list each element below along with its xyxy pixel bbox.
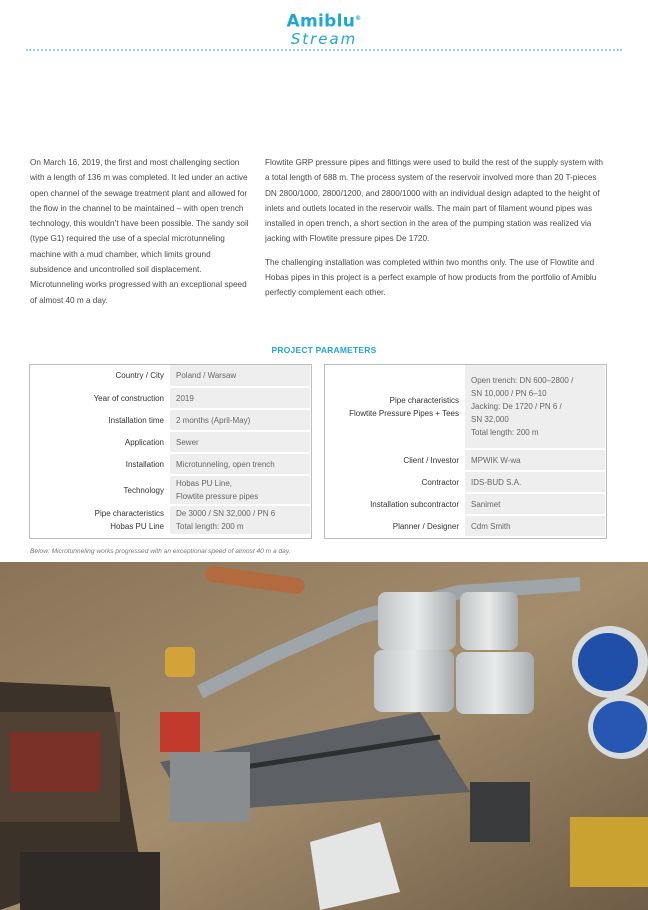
param-label: Technology (30, 475, 170, 505)
param-label: Planner / Designer (325, 515, 465, 537)
brand-name: Amiblu® (286, 11, 362, 32)
param-value: Cdm Smith (465, 515, 605, 537)
param-label: Client / Investor (325, 449, 465, 471)
paragraph: The challenging installation was completed within two months only. The use of Flowtite and Hobas pipes in this project is a perfect example of how products from the portfolio of Amiblu perfectly complement each other. (265, 257, 597, 298)
params-table-left (30, 365, 310, 536)
pipe-lining (593, 701, 647, 753)
brand-sub: Stream (290, 29, 358, 48)
crane-cab (160, 712, 200, 752)
table-row (30, 505, 310, 535)
table-row (325, 493, 605, 515)
param-value: Open trench: DN 600–2800 / SN 10,000 / PN 6–10 Jacking: De 1720 / PN 6 / SN 32,000 Total length: 200 m (465, 365, 605, 449)
table-row (30, 409, 310, 431)
crane-body (170, 752, 250, 822)
construction-site-photo (0, 562, 648, 910)
table-row (325, 471, 605, 493)
param-value: Sewer (170, 431, 310, 453)
body-column-right (265, 155, 605, 301)
pipe-segment (374, 650, 454, 712)
table-row (325, 515, 605, 537)
param-label: Application (30, 431, 170, 453)
param-value: MPWIK W-wa (465, 449, 605, 471)
yellow-tank (165, 647, 195, 677)
table-row (30, 475, 310, 505)
param-label: Year of construction (30, 387, 170, 409)
params-table-right (325, 365, 605, 538)
yellow-machine (570, 817, 648, 887)
paragraph: Flowtite GRP pressure pipes and fittings were used to build the rest of the supply system with a total length of 688 m. The process system of the reservoir involved more than 20 T-pieces DN 2800/1000, 2800/1200, and 2800/1000 with an individual design adapted to the height of inlets and outlets located in the reservoir walls. The main part of filament wound pipes was installed in open trench, a short section in the area of the pumping station was realized via jacking with Flowtite pressure pipes De 1720. (265, 158, 603, 244)
param-value: 2019 (170, 387, 310, 409)
body-column-left (30, 155, 250, 308)
param-label: Contractor (325, 471, 465, 493)
pipe-lining (578, 633, 638, 691)
machinery (20, 852, 160, 910)
pipe-segment (378, 592, 456, 650)
table-row (30, 453, 310, 475)
brand-logo (0, 10, 648, 47)
table-row (325, 365, 605, 449)
param-label: Installation (30, 453, 170, 475)
photo-caption: Below: Microtunneling works progressed with an exceptional speed of almost 40 m a day. (30, 548, 291, 555)
param-label: Installation subcontractor (325, 493, 465, 515)
param-value: Microtunneling, open trench (170, 453, 310, 475)
param-label: Installation time (30, 409, 170, 431)
table-row (30, 387, 310, 409)
header-divider (26, 49, 622, 51)
param-value: Sanimet (465, 493, 605, 515)
red-frame (10, 732, 100, 792)
param-value: De 3000 / SN 32,000 / PN 6 Total length: 200 m (170, 505, 310, 535)
param-label: Country / City (30, 365, 170, 387)
param-label: Pipe characteristics Flowtite Pressure Pipes + Tees (325, 365, 465, 449)
param-value: Poland / Warsaw (170, 365, 310, 387)
paragraph: On March 16, 2019, the first and most challenging section with a length of 136 m was completed. It led under an active open channel of the sewage treatment plant and allowed for the flow in the channel to be maintained – with open trench technology, this wouldn’t have been possible. The sandy soil (type G1) required the use of a special microtunneling machine with a mud chamber, which limits ground subsidence and uncontrolled soil displacement. Microtunneling works progressed with an exceptional speed of almost 40 m a day. (30, 158, 249, 305)
table-row (30, 365, 310, 387)
pipe-segment (460, 592, 518, 650)
param-label: Pipe characteristics Hobas PU Line (30, 505, 170, 535)
crane-hook-block (470, 782, 530, 842)
section-title: PROJECT PARAMETERS (271, 345, 377, 355)
param-value: IDS-BUD S.A. (465, 471, 605, 493)
pipe-segment (456, 652, 534, 714)
table-row (30, 431, 310, 453)
param-value: Hobas PU Line, Flowtite pressure pipes (170, 475, 310, 505)
construction-site-illustration (0, 562, 648, 910)
param-value: 2 months (April-May) (170, 409, 310, 431)
table-row (325, 449, 605, 471)
